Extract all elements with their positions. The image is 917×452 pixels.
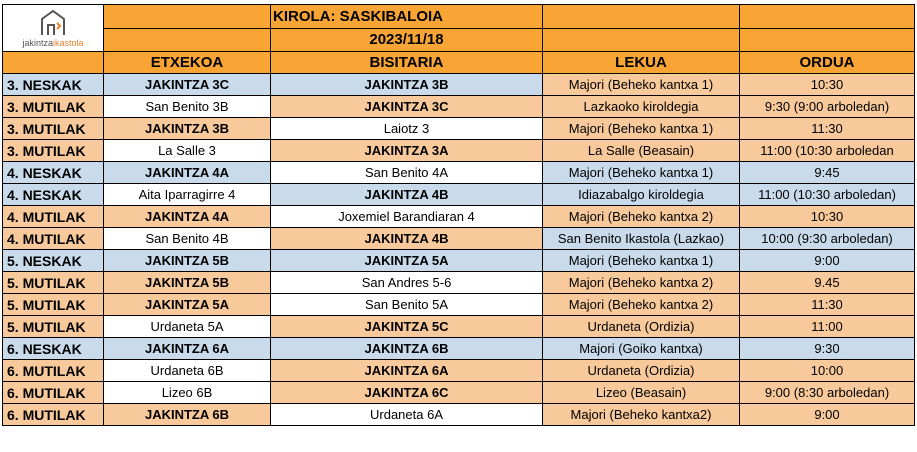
home-team-cell: Lizeo 6B: [104, 382, 271, 404]
category-cell: 3. MUTILAK: [3, 118, 104, 140]
home-team-cell: JAKINTZA 4A: [104, 162, 271, 184]
category-cell: 5. MUTILAK: [3, 272, 104, 294]
header-place: LEKUA: [543, 52, 740, 74]
venue-cell: Majori (Goiko kantxa): [543, 338, 740, 360]
table-row: [3, 184, 915, 206]
time-cell: 9:00: [740, 250, 915, 272]
time-cell: 11:00 (10:30 arboledan): [740, 184, 915, 206]
away-team-cell: Laiotz 3: [271, 118, 543, 140]
table-row: [3, 118, 915, 140]
time-cell: 9:45: [740, 162, 915, 184]
venue-cell: Majori (Beheko kantxa2): [543, 404, 740, 426]
home-team-cell: La Salle 3: [104, 140, 271, 162]
time-cell: 9:30 (9:00 arboledan): [740, 96, 915, 118]
away-team-cell: Urdaneta 6A: [271, 404, 543, 426]
away-team-cell: JAKINTZA 4B: [271, 228, 543, 250]
away-team-cell: JAKINTZA 4B: [271, 184, 543, 206]
category-cell: 6. MUTILAK: [3, 404, 104, 426]
time-cell: 11:00 (10:30 arboledan: [740, 140, 915, 162]
home-team-cell: JAKINTZA 6B: [104, 404, 271, 426]
venue-cell: La Salle (Beasain): [543, 140, 740, 162]
home-team-cell: JAKINTZA 6A: [104, 338, 271, 360]
time-cell: 10:00: [740, 360, 915, 382]
table-row: [3, 338, 915, 360]
home-team-cell: Urdaneta 5A: [104, 316, 271, 338]
logo-text-a: jakintza: [22, 38, 53, 48]
home-team-cell: Aita Iparragirre 4: [104, 184, 271, 206]
category-cell: 5. MUTILAK: [3, 294, 104, 316]
table-row: [3, 162, 915, 184]
time-cell: 9:30: [740, 338, 915, 360]
home-team-cell: JAKINTZA 4A: [104, 206, 271, 228]
house-logo-icon: [39, 9, 67, 37]
category-cell: 6. MUTILAK: [3, 360, 104, 382]
away-team-cell: Joxemiel Barandiaran 4: [271, 206, 543, 228]
category-cell: 4. NESKAK: [3, 162, 104, 184]
table-row: [3, 316, 915, 338]
time-cell: 9.45: [740, 272, 915, 294]
time-cell: 10:00 (9:30 arboledan): [740, 228, 915, 250]
schedule-table: [2, 4, 915, 426]
away-team-cell: San Benito 4A: [271, 162, 543, 184]
category-cell: 4. MUTILAK: [3, 206, 104, 228]
venue-cell: Idiazabalgo kiroldegia: [543, 184, 740, 206]
away-team-cell: JAKINTZA 5A: [271, 250, 543, 272]
venue-cell: Majori (Beheko kantxa 2): [543, 272, 740, 294]
logo: [3, 5, 104, 52]
category-cell: 5. MUTILAK: [3, 316, 104, 338]
away-team-cell: JAKINTZA 6B: [271, 338, 543, 360]
category-cell: 3. MUTILAK: [3, 140, 104, 162]
home-team-cell: JAKINTZA 5A: [104, 294, 271, 316]
venue-cell: Majori (Beheko kantxa 2): [543, 294, 740, 316]
venue-cell: Majori (Beheko kantxa 1): [543, 162, 740, 184]
venue-cell: San Benito Ikastola (Lazkao): [543, 228, 740, 250]
home-team-cell: JAKINTZA 3B: [104, 118, 271, 140]
time-cell: 9:00 (8:30 arboledan): [740, 382, 915, 404]
category-cell: 4. MUTILAK: [3, 228, 104, 250]
logo-text-b: ikastola: [53, 38, 84, 48]
table-row: [3, 228, 915, 250]
away-team-cell: San Andres 5-6: [271, 272, 543, 294]
away-team-cell: JAKINTZA 3B: [271, 74, 543, 96]
category-cell: 6. NESKAK: [3, 338, 104, 360]
date-title: 2023/11/18: [271, 28, 543, 52]
header-time: ORDUA: [740, 52, 915, 74]
category-cell: 6. MUTILAK: [3, 382, 104, 404]
table-row: [3, 294, 915, 316]
venue-cell: Majori (Beheko kantxa 2): [543, 206, 740, 228]
title-row: [3, 5, 915, 29]
home-team-cell: JAKINTZA 5B: [104, 250, 271, 272]
venue-cell: Lazkaoko kiroldegia: [543, 96, 740, 118]
away-team-cell: San Benito 5A: [271, 294, 543, 316]
home-team-cell: JAKINTZA 3C: [104, 74, 271, 96]
away-team-cell: JAKINTZA 5C: [271, 316, 543, 338]
table-row: [3, 250, 915, 272]
time-cell: 10:30: [740, 74, 915, 96]
table-row: [3, 382, 915, 404]
away-team-cell: JAKINTZA 3A: [271, 140, 543, 162]
table-row: [3, 206, 915, 228]
date-row: [3, 28, 915, 52]
venue-cell: Majori (Beheko kantxa 1): [543, 74, 740, 96]
table-row: [3, 272, 915, 294]
table-row: [3, 404, 915, 426]
venue-cell: Lizeo (Beasain): [543, 382, 740, 404]
table-row: [3, 74, 915, 96]
table-row: [3, 140, 915, 162]
time-cell: 10:30: [740, 206, 915, 228]
home-team-cell: JAKINTZA 5B: [104, 272, 271, 294]
time-cell: 11:30: [740, 118, 915, 140]
home-team-cell: San Benito 4B: [104, 228, 271, 250]
away-team-cell: JAKINTZA 6C: [271, 382, 543, 404]
header-row: [3, 52, 915, 74]
category-cell: 5. NESKAK: [3, 250, 104, 272]
venue-cell: Majori (Beheko kantxa 1): [543, 118, 740, 140]
category-cell: 3. NESKAK: [3, 74, 104, 96]
sport-title: KIROLA: SASKIBALOIA: [271, 5, 543, 29]
home-team-cell: Urdaneta 6B: [104, 360, 271, 382]
venue-cell: Urdaneta (Ordizia): [543, 360, 740, 382]
away-team-cell: JAKINTZA 6A: [271, 360, 543, 382]
time-cell: 11:30: [740, 294, 915, 316]
time-cell: 11:00: [740, 316, 915, 338]
table-row: [3, 360, 915, 382]
category-cell: 3. MUTILAK: [3, 96, 104, 118]
time-cell: 9:00: [740, 404, 915, 426]
venue-cell: Majori (Beheko kantxa 1): [543, 250, 740, 272]
home-team-cell: San Benito 3B: [104, 96, 271, 118]
header-home: ETXEKOA: [104, 52, 271, 74]
category-cell: 4. NESKAK: [3, 184, 104, 206]
away-team-cell: JAKINTZA 3C: [271, 96, 543, 118]
header-away: BISITARIA: [271, 52, 543, 74]
venue-cell: Urdaneta (Ordizia): [543, 316, 740, 338]
table-row: [3, 96, 915, 118]
